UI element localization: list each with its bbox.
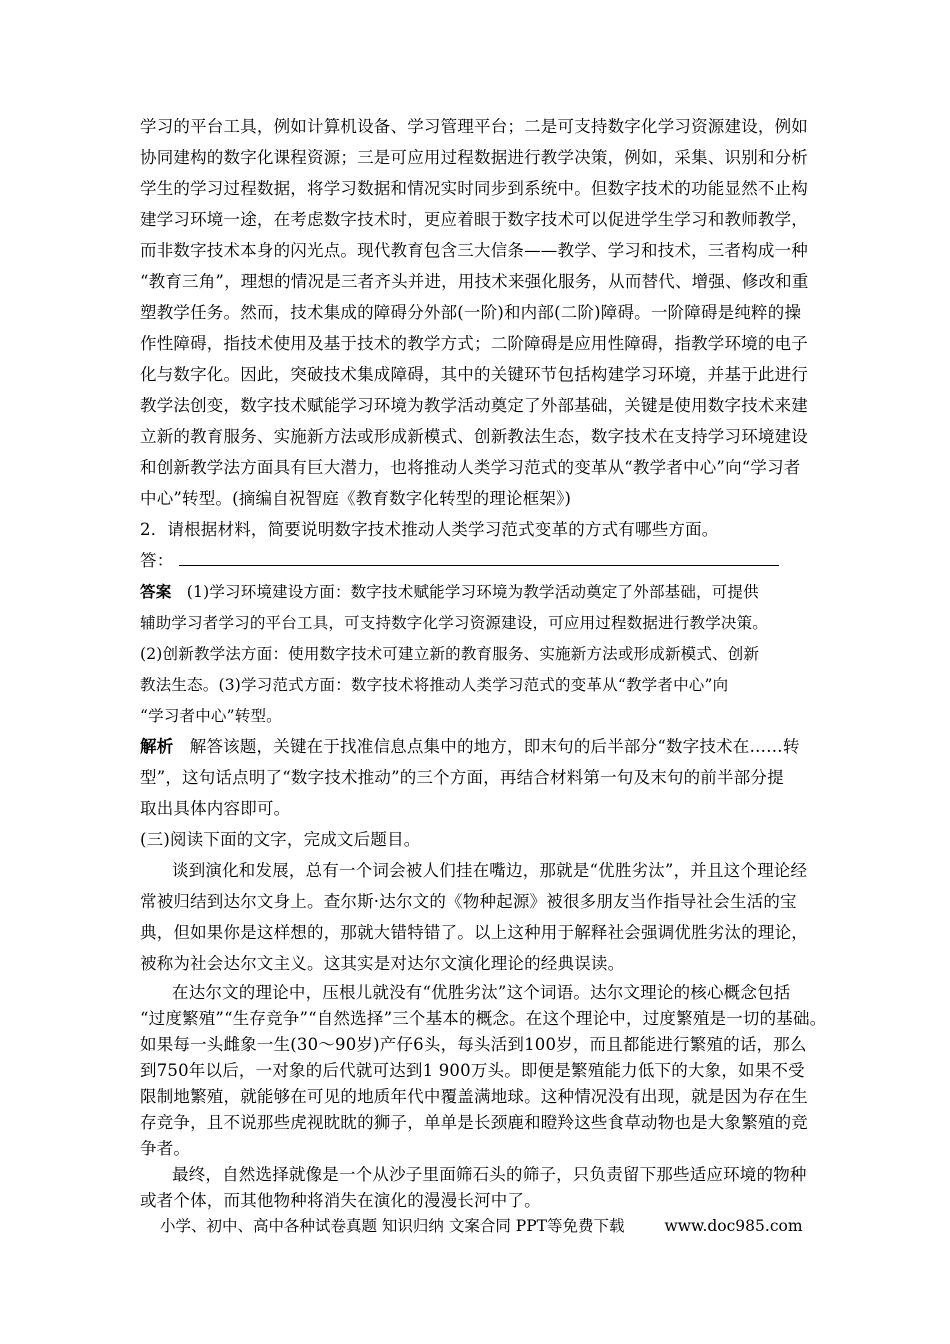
answer-blank-line[interactable]: [179, 549, 779, 566]
analysis-label: 解析: [140, 737, 174, 756]
analysis-text: 解答该题，关键在于找准信息点集中的地方，即末句的后半部分“数字技术在……转: [189, 737, 800, 756]
analysis-line: 型”，这句话点明了“数字技术推动”的三个方面，再结合材料第一句及末句的前半部分提: [140, 768, 784, 787]
paragraph-line: 争者。: [140, 1139, 191, 1158]
paragraph-line: 谈到演化和发展，总有一个词会被人们挂在嘴边，那就是“优胜劣汰”，并且这个理论经: [172, 861, 808, 880]
answer-line: [140, 579, 820, 605]
passage-line: “教育三角”，理想的情况是三者齐头并进，用技术来强化服务，从而替代、增强、修改和重: [140, 272, 809, 291]
answer-line: 教法生态。(3)学习范式方面：数字技术将推动人类学习范式的变革从“教学者中心”向: [140, 676, 729, 694]
page-footer: [160, 1214, 840, 1238]
passage-line: 化与数字化。因此，突破技术集成障碍，其中的关键环节包括构建学习环境，并基于此进行: [140, 365, 808, 384]
answer-text: (1)学习环境建设方面：数字技术赋能学习环境为教学活动奠定了外部基础，可提供: [186, 583, 759, 601]
passage-line: 立新的教育服务、实施新方法或形成新模式、创新教法生态，数字技术在支持学习环境建设: [140, 427, 808, 446]
question-2: 2．请根据材料，简要说明数字技术推动人类学习范式变革的方式有哪些方面。: [140, 520, 719, 539]
passage-line: 学生的学习过程数据，将学习数据和情况实时同步到系统中。但数字技术的功能显然不止构: [140, 179, 808, 198]
paragraph-line: “过度繁殖”“生存竞争”“自然选择”三个基本的概念。在这个理论中，过度繁殖是一切的基础。: [140, 1009, 827, 1028]
paragraph-line: 如果每一头雌象一生(30～90岁)产仔6头，每头活到100岁，而且都能进行繁殖的话，那么: [140, 1035, 807, 1054]
analysis-line: 取出具体内容即可。: [140, 799, 291, 818]
paragraph-line: 最终，自然选择就像是一个从沙子里面筛石头的筛子，只负责留下那些适应环境的物种: [172, 1165, 807, 1184]
passage-line: 建学习环境一途，在考虑数字技术时，更应着眼于数字技术可以促进学生学习和教师教学，: [140, 210, 808, 229]
section-three-heading: (三)阅读下面的文字，完成文后题目。: [140, 830, 421, 849]
paragraph-line: 限制地繁殖，就能够在可见的地质年代中覆盖满地球。这种情况没有出现，就是因为存在生: [140, 1087, 808, 1106]
paragraph-line: 典，但如果你是这样想的，那就大错特错了。以上这种用于解释社会强调优胜劣汰的理论，: [140, 923, 808, 942]
paragraph-line: 常被归结到达尔文身上。查尔斯·达尔文的《物种起源》被很多朋友当作指导社会生活的宝: [140, 892, 797, 911]
paragraph-line: 或者个体，而其他物种将消失在演化的漫漫长河中了。: [140, 1191, 541, 1210]
paragraph-line: 被称为社会达尔文主义。这其实是对达尔文演化理论的经典误读。: [140, 954, 625, 973]
passage-line: 协同建构的数字化课程资源；三是可应用过程数据进行教学决策，例如，采集、识别和分析: [140, 148, 808, 167]
analysis-line: [140, 734, 820, 760]
answer-prompt: 答：: [140, 551, 174, 570]
paragraph-line: 在达尔文的理论中，压根儿就没有“优胜劣汰”这个词语。达尔文理论的核心概念包括: [172, 983, 791, 1002]
passage-line: 教学法创变，数字技术赋能学习环境为教学活动奠定了外部基础，关键是使用数字技术来建: [140, 396, 808, 415]
answer-line: “学习者中心”转型。: [140, 707, 282, 725]
answer-line: (2)创新教学法方面：使用数字技术可建立新的教育服务、实施新方法或形成新模式、创新: [140, 645, 760, 663]
footer-text: 小学、初中、高中各种试卷真题 知识归纳 文案合同 PPT等免费下载: [160, 1217, 625, 1235]
passage-line: 作性障碍，指技术使用及基于技术的教学方式；二阶障碍是应用性障碍，指教学环境的电子: [140, 334, 808, 353]
passage-line: 学习的平台工具，例如计算机设备、学习管理平台；二是可支持数字化学习资源建设，例如: [140, 117, 808, 136]
paragraph-line: 存竞争，且不说那些虎视眈眈的狮子，单单是长颈鹿和瞪羚这些食草动物也是大象繁殖的竞: [140, 1113, 808, 1132]
passage-line: 塑教学任务。然而，技术集成的障碍分外部(一阶)和内部(二阶)障碍。一阶障碍是纯粹的操: [140, 303, 802, 322]
answer-line: 辅助学习者学习的平台工具，可支持数字化学习资源建设，可应用过程数据进行教学决策。: [140, 614, 769, 632]
passage-line: 而非数字技术本身的闪光点。现代教育包含三大信条——教学、学习和技术，三者构成一种: [140, 241, 808, 260]
answer-field-row: [140, 548, 820, 574]
passage-line: 和创新教学法方面具有巨大潜力，也将推动人类学习范式的变革从“教学者中心”向“学习者: [140, 458, 801, 477]
paragraph-line: 到750年以后，一对象的后代就可达到1 900万头。即便是繁殖能力低下的大象，如果不受: [140, 1061, 805, 1080]
passage-line: 中心”转型。(摘编自祝智庭《教育数字化转型的理论框架》): [140, 489, 572, 508]
answer-label: 答案: [140, 582, 172, 601]
footer-url[interactable]: www.doc985.com: [664, 1217, 803, 1235]
